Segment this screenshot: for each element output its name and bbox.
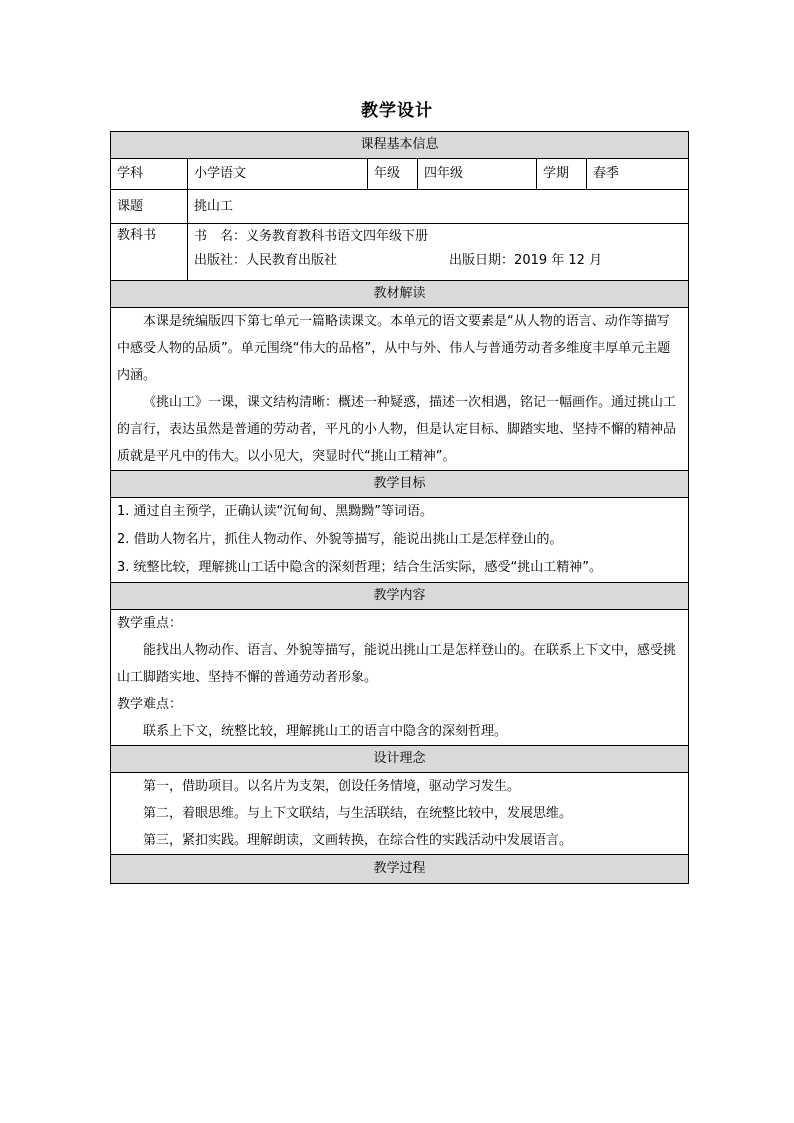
goal-item: 1. 通过自主预学，正确认读“沉甸甸、黑黝黝”等词语。 [117, 504, 434, 519]
section-header-goals: 教学目标 [111, 471, 689, 498]
material-paragraph-1: 本课是统编版四下第七单元一篇略读课文。本单元的语文要素是“从人物的语言、动作等描写中感受人物的品质”。单元围绕“伟大的品格”，从中与外、伟人与普通劳动者多维度丰厚单元主题内涵。 [117, 314, 671, 383]
term-value: 春季 [587, 159, 689, 190]
book-name: 书 名：义务教育教科书语文四年级下册 [194, 229, 429, 244]
subject-label: 学科 [111, 159, 188, 190]
teaching-goals [111, 498, 689, 583]
concept-item: 第一，借助项目。以名片为支架，创设任务情境，驱动学习发生。 [143, 779, 521, 794]
section-header-material: 教材解读 [111, 281, 689, 308]
topic-label: 课题 [111, 190, 188, 224]
term-label: 学期 [537, 159, 587, 190]
section-header-basic-info: 课程基本信息 [111, 132, 689, 159]
key-point-text: 能找出人物动作、语言、外貌等描写，能说出挑山工是怎样登山的。在联系上下文中，感受挑山工脚踏实地、坚持不懈的普通劳动者形象。 [117, 643, 677, 685]
section-header-concept: 设计理念 [111, 746, 689, 773]
grade-label: 年级 [368, 159, 418, 190]
textbook-label: 教科书 [111, 224, 188, 281]
goal-item: 3. 统整比较，理解挑山工话中隐含的深刻哲理；结合生活实际，感受“挑山工精神”。 [117, 560, 603, 575]
difficult-point-text: 联系上下文，统整比较，理解挑山工的语言中隐含的深刻哲理。 [143, 724, 508, 739]
topic-value: 挑山工 [188, 190, 689, 224]
section-header-process: 教学过程 [111, 855, 689, 884]
difficult-point-label: 教学难点： [117, 697, 183, 712]
document-title: 教学设计 [361, 101, 433, 121]
concept-item: 第二，着眼思维。与上下文联结，与生活联结，在统整比较中，发展思维。 [143, 806, 573, 821]
key-point-label: 教学重点： [117, 616, 183, 631]
goal-item: 2. 借助人物名片，抓住人物动作、外貌等描写，能说出挑山工是怎样登山的。 [117, 532, 563, 547]
design-concept [111, 773, 689, 855]
publisher: 出版社：人民教育出版社 [194, 253, 338, 268]
section-header-content: 教学内容 [111, 583, 689, 610]
teaching-content [111, 610, 689, 746]
concept-item: 第三，紧扣实践。理解朗读，文画转换，在综合性的实践活动中发展语言。 [143, 833, 573, 848]
grade-value: 四年级 [418, 159, 537, 190]
textbook-info [188, 224, 689, 281]
material-paragraph-2: 《挑山工》一课，课文结构清晰：概述一种疑惑，描述一次相遇，铭记一幅画作。通过挑山工的言行，表达虽然是普通的劳动者，平凡的小人物，但是认定目标、脚踏实地、坚持不懈的精神品质就是平凡中的伟大。以小见大，突显时代“挑山工精神”。 [117, 395, 677, 464]
material-interpretation [111, 308, 689, 471]
subject-value: 小学语文 [188, 159, 368, 190]
lesson-design-table [110, 131, 689, 884]
publish-date: 出版日期：2019 年 12 月 [449, 253, 603, 268]
